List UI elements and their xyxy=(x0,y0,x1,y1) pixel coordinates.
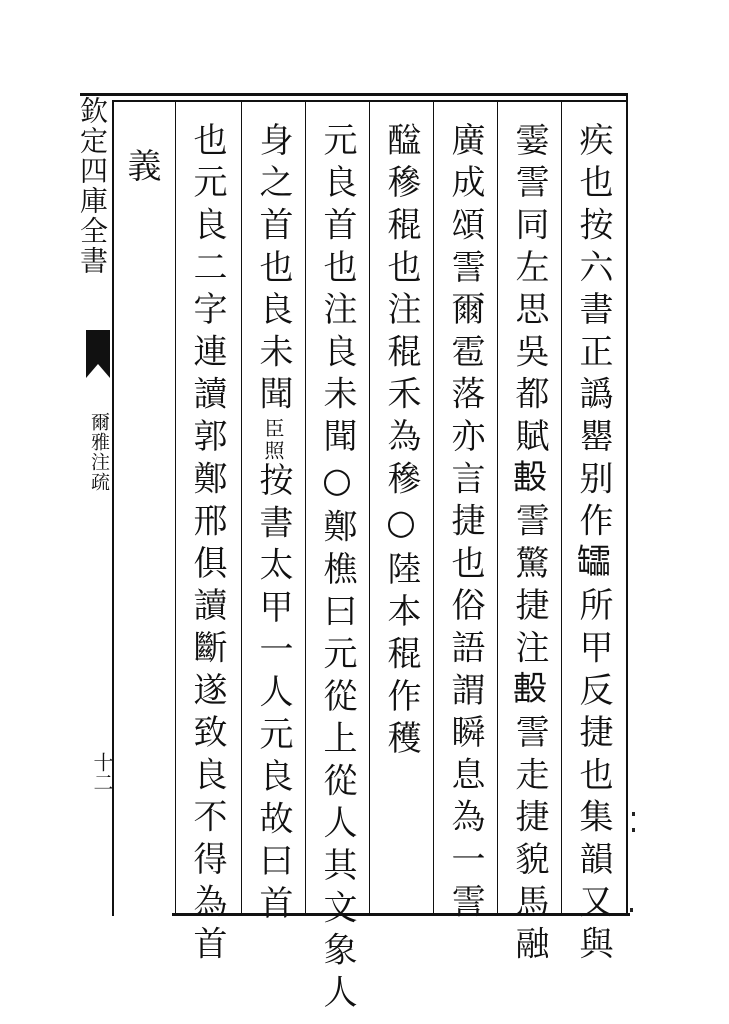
text-column-4: 䤈穇䅙也注䅙禾為穇○陸本䅙作穫 xyxy=(381,122,421,763)
collection-title: 欽定四庫全書 xyxy=(76,96,109,276)
column-divider xyxy=(241,100,242,916)
scan-speck xyxy=(632,812,635,816)
column-divider xyxy=(561,100,562,916)
column-divider xyxy=(369,100,370,916)
text-column-6-head: 身之首也良未聞 xyxy=(253,122,293,419)
text-column-1: 疾也按六書正譌罌别作𦉢所甲反捷也集韻又與 xyxy=(573,122,613,968)
text-column-6-tail: 按書太甲一人元良故曰首 xyxy=(253,462,293,928)
margin-column-border xyxy=(112,100,114,916)
column-divider xyxy=(433,100,434,916)
outer-right-border xyxy=(626,96,628,916)
top-border xyxy=(80,93,628,96)
scan-speck xyxy=(630,908,633,912)
volume-title: 爾雅注疏 xyxy=(88,412,110,492)
folio-number: 十二 xyxy=(90,752,114,792)
inline-note-chen-zhao: 臣照 xyxy=(261,418,285,463)
text-column-6 xyxy=(253,122,293,928)
text-column-7: 也元良二字連讀郭鄭邢俱讀斷遂致良不得為首 xyxy=(187,122,227,968)
column-divider xyxy=(497,100,498,916)
fishtail-mark xyxy=(86,330,110,378)
text-column-5: 元良首也注良未聞○鄭樵曰元從上從人其文象人 xyxy=(317,122,357,1017)
column-divider xyxy=(175,100,176,916)
text-column-2: 霎霅同左思吳都賦𣪠霅驚捷注𣪠霅走捷貌馬融 xyxy=(509,122,549,968)
top-border-inner xyxy=(112,100,628,102)
text-column-3: 廣成頌霅爾雹落亦言捷也俗語謂瞬息為一霅 xyxy=(445,122,485,926)
text-column-8: 義 xyxy=(121,148,161,191)
scan-speck xyxy=(632,828,635,832)
column-divider xyxy=(305,100,306,916)
